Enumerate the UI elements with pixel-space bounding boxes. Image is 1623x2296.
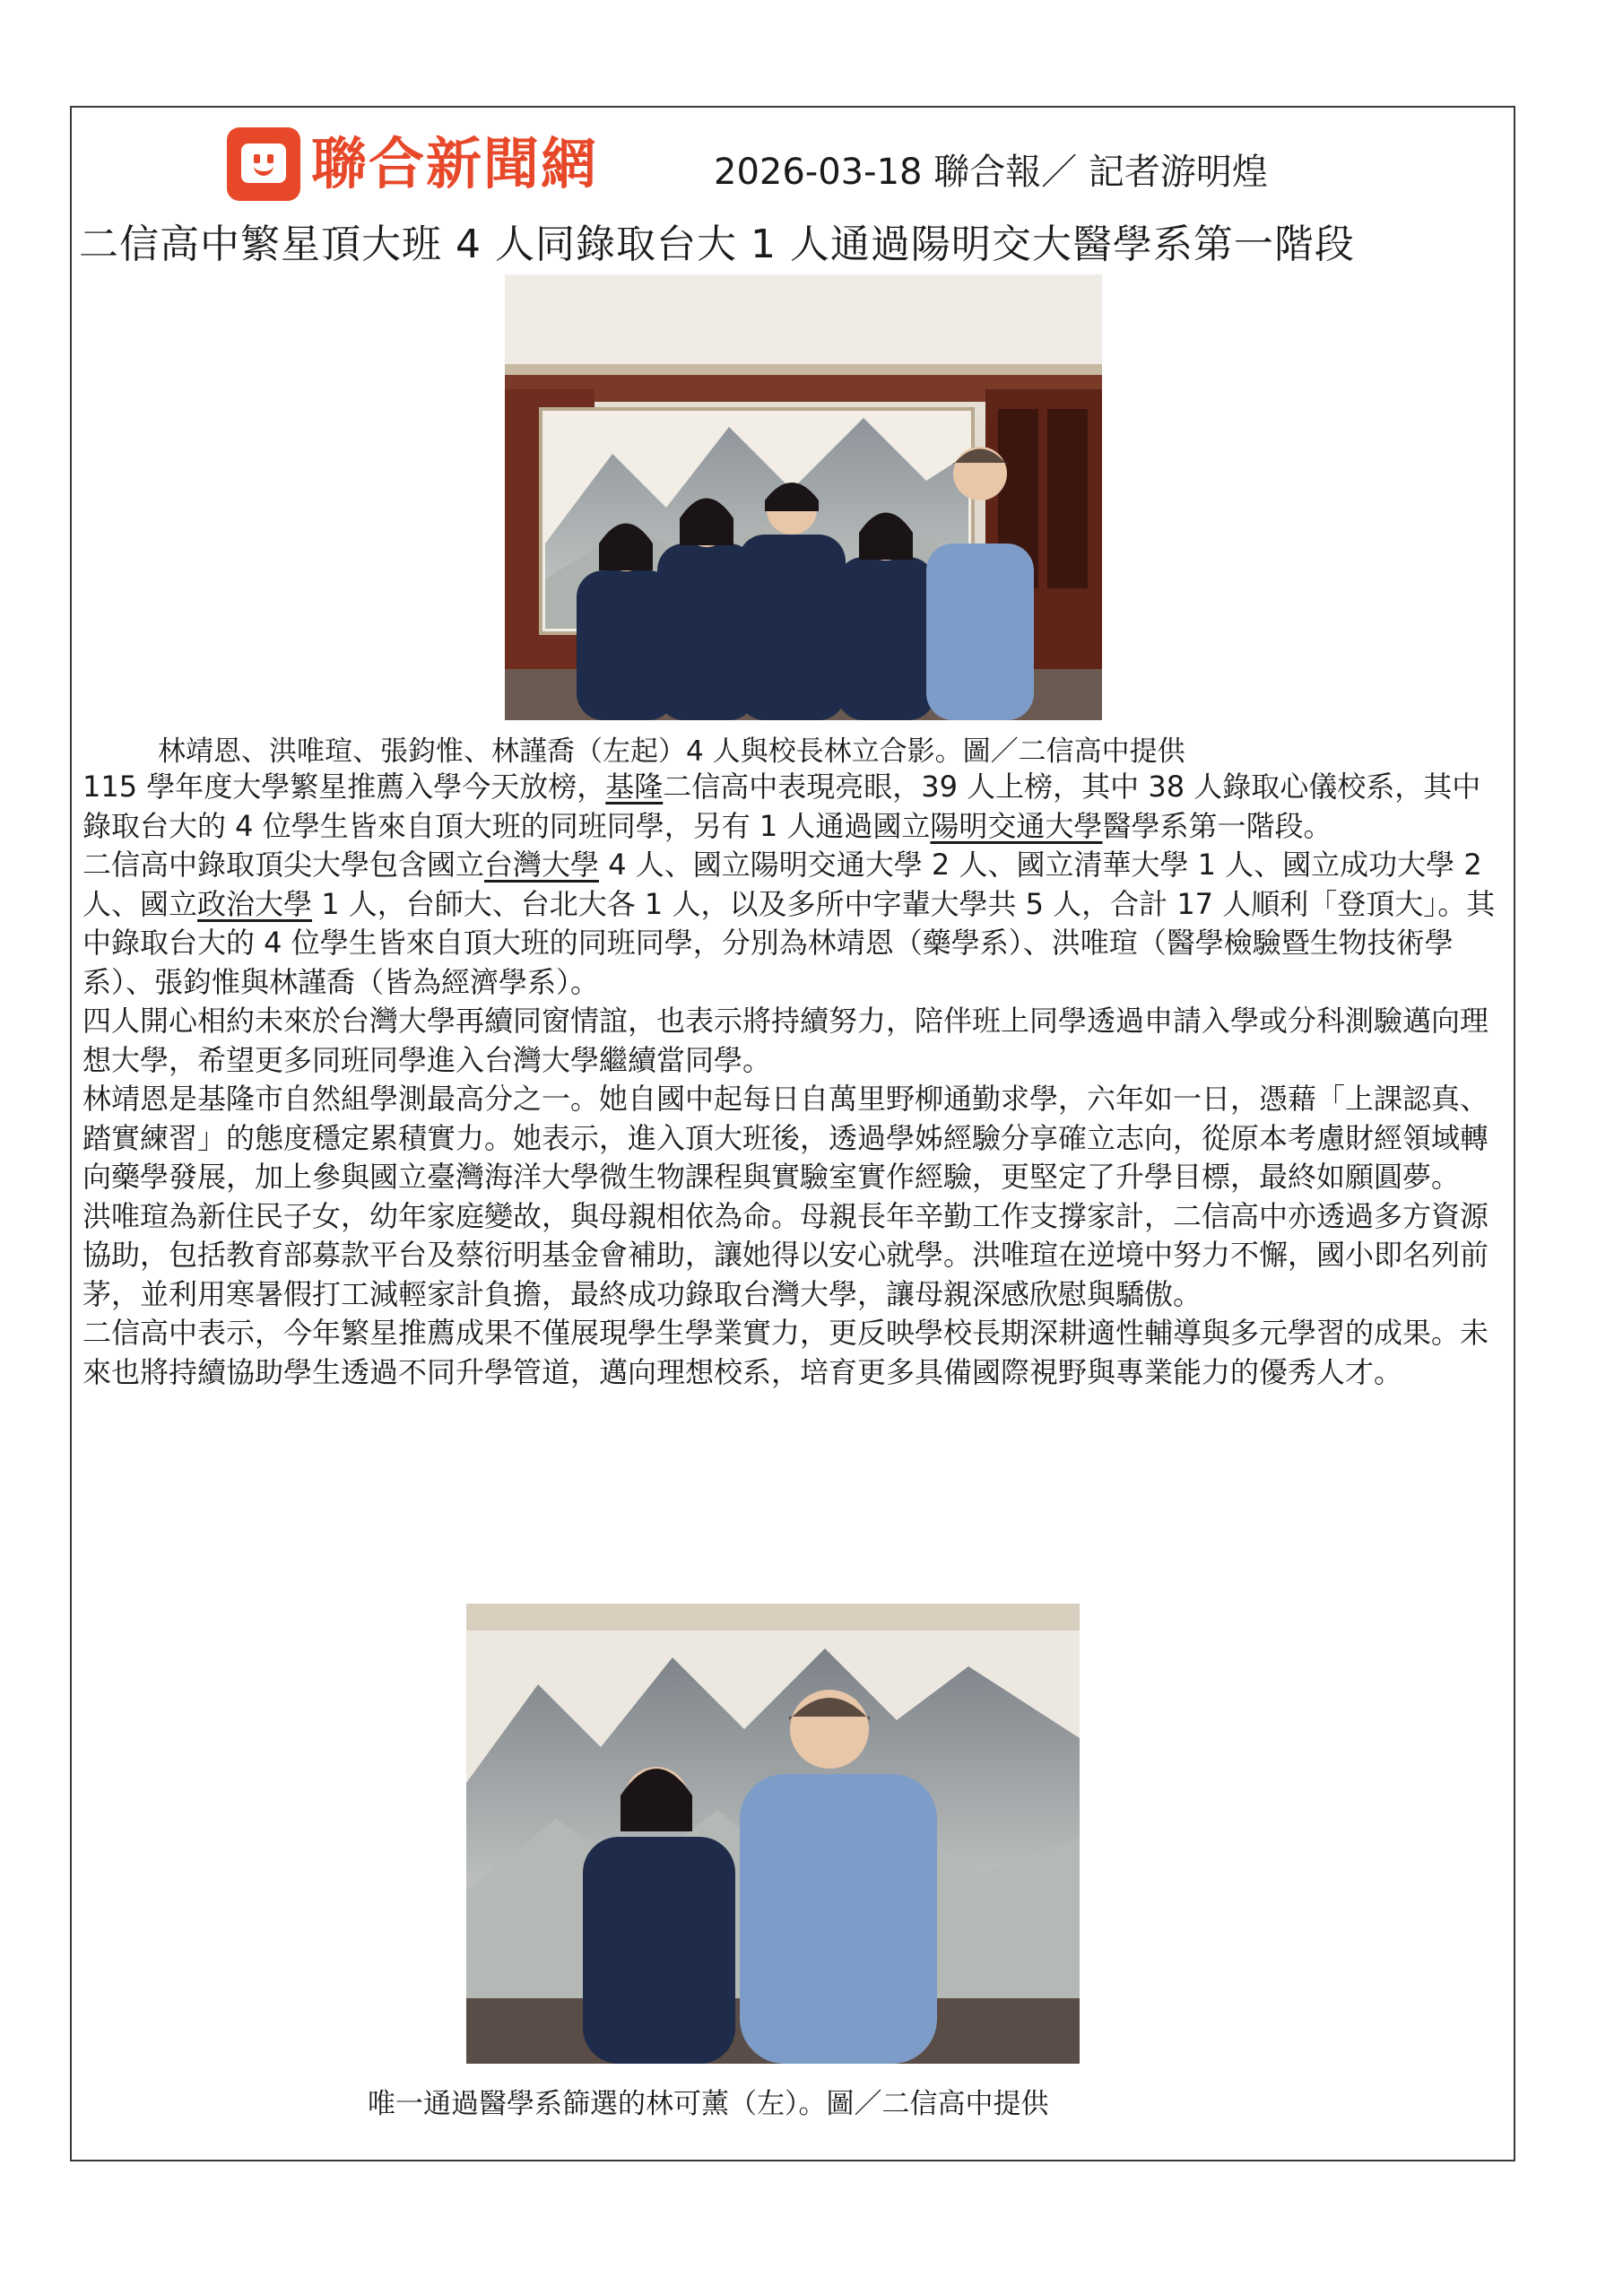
article-body [82, 768, 1499, 1392]
bottom-photo-caption: 唯一通過醫學系篩選的林可薰（左）。圖／二信高中提供 [368, 2088, 1049, 2120]
masthead [227, 126, 598, 203]
group-photo [505, 274, 1102, 720]
paragraph: 二信高中錄取頂尖大學包含國立台灣大學 4 人、國立陽明交通大學 2 人、國立清華大學 1 人、國立成功大學 2 人、國立政治大學 1 人，台師大、台北大各 1 人，以及多所中字輩大學共 5 人，合計 17 人順利「登頂大」。其中錄取台大的 4 位學生皆來自頂大班的同班同學，分別為林靖恩（藥學系）、洪唯瑄（醫學檢驗暨生物技術學系）、張鈞惟與林謹喬（皆為經濟學系）。 [82, 848, 1496, 999]
udn-logo-icon [227, 127, 300, 201]
student-principal-photo [466, 1604, 1080, 2064]
paragraph: 二信高中表示，今年繁星推薦成果不僅展現學生學業實力，更反映學校長期深耕適性輔導與多元學習的成果。未來也將持續協助學生透過不同升學管道，邁向理想校系，培育更多具備國際視野與專業能力的優秀人才。 [82, 1316, 1489, 1389]
link-nycu[interactable]: 陽明交通大學 [930, 808, 1103, 843]
top-photo-caption: 林靖恩、洪唯瑄、張鈞惟、林謹喬（左起）4 人與校長林立合影。圖／二信高中提供 [158, 735, 1185, 768]
paragraph: 115 學年度大學繁星推薦入學今天放榜，基隆二信高中表現亮眼，39 人上榜，其中 38 人錄取心儀校系，其中錄取台大的 4 位學生皆來自頂大班的同班同學，另有 1 人通過國立陽明交通大學醫學系第一階段。 [82, 770, 1481, 843]
link-ntu[interactable]: 台灣大學 [484, 848, 600, 882]
byline: 2026-03-18 聯合報／ 記者游明煌 [714, 152, 1268, 193]
paragraph: 林靖恩是基隆市自然組學測最高分之一。她自國中起每日自萬里野柳通勤求學，六年如一日，憑藉「上課認真、踏實練習」的態度穩定累積實力。她表示，進入頂大班後，透過學姊經驗分享確立志向，從原本考慮財經領域轉向藥學發展，加上參與國立臺灣海洋大學微生物課程與實驗室實作經驗，更堅定了升學目標，最終如願圓夢。 [82, 1082, 1489, 1194]
link-keelung[interactable]: 基隆 [605, 770, 664, 804]
paragraph: 洪唯瑄為新住民子女，幼年家庭變故，與母親相依為命。母親長年辛勤工作支撐家計，二信高中亦透過多方資源協助，包括教育部募款平台及蔡衍明基金會補助，讓她得以安心就學。洪唯瑄在逆境中努力不懈，國小即名列前茅，並利用寒暑假打工減輕家計負擔，最終成功錄取台灣大學，讓母親深感欣慰與驕傲。 [82, 1198, 1489, 1311]
brand-name: 聯合新聞網 [311, 131, 599, 196]
paragraph: 四人開心相約未來於台灣大學再續同窗情誼，也表示將持續努力，陪伴班上同學透過申請入學或分科測驗邁向理想大學，希望更多同班同學進入台灣大學繼續當同學。 [82, 1004, 1489, 1077]
headline: 二信高中繁星頂大班 4 人同錄取台大 1 人通過陽明交大醫學系第一階段 [79, 222, 1355, 267]
link-nccu[interactable]: 政治大學 [197, 886, 313, 921]
